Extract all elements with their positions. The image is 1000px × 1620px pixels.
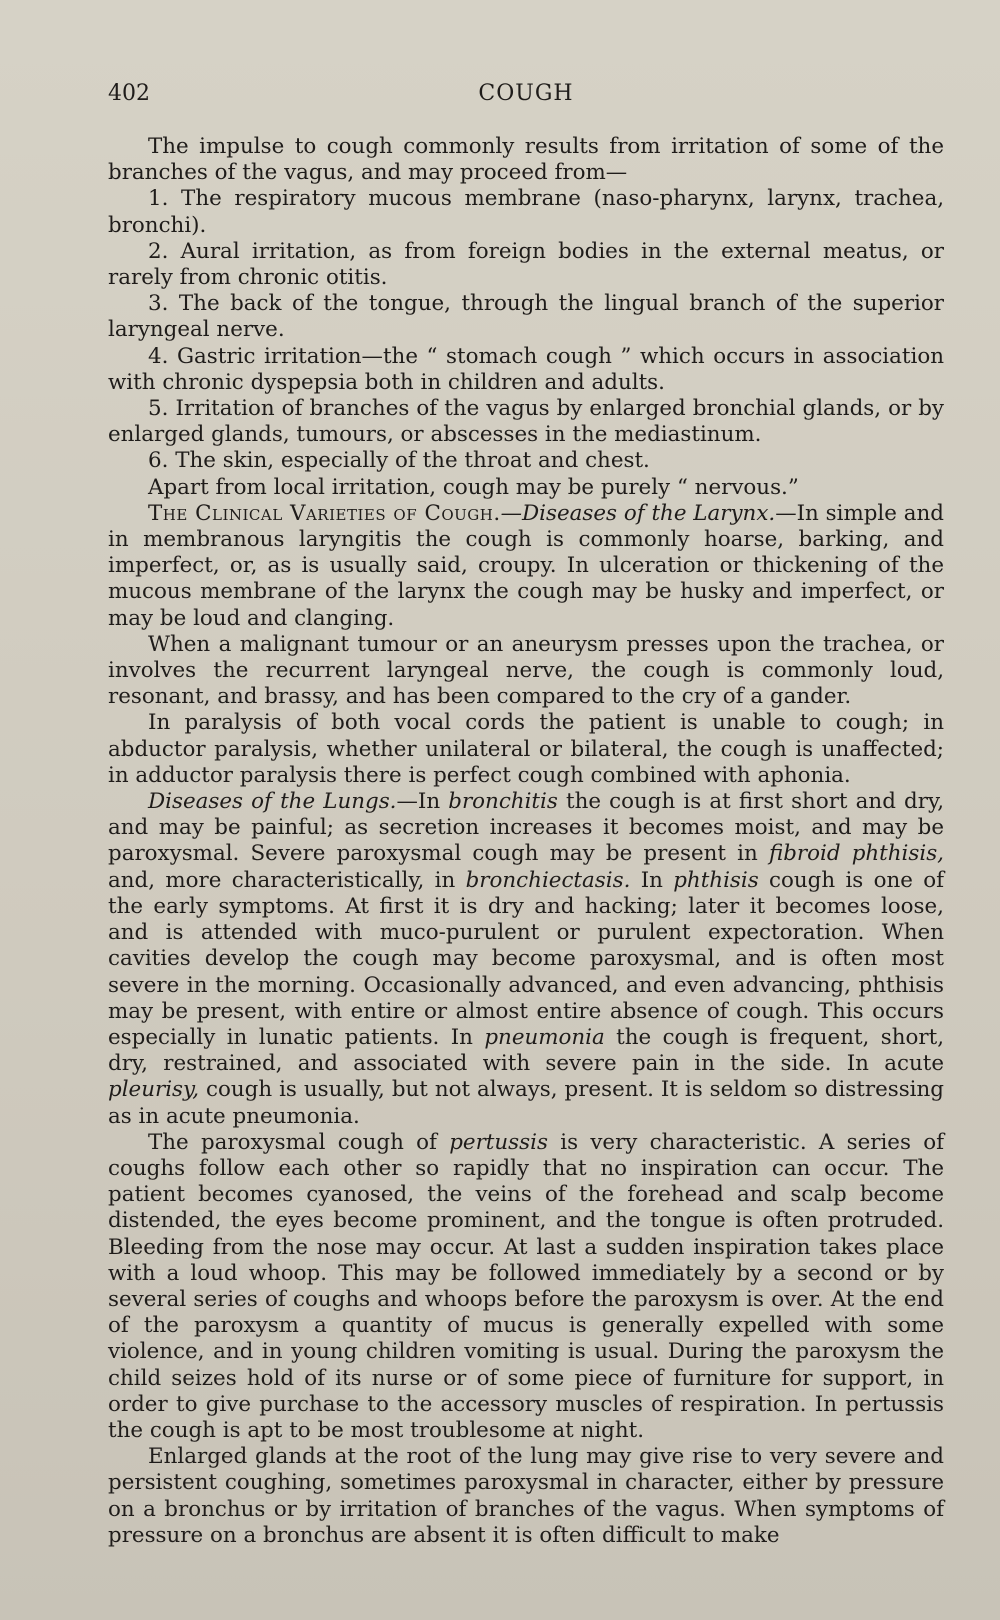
subsection-heading: —Diseases of the Larynx. xyxy=(500,500,776,526)
italic-term: Diseases of the Lungs. xyxy=(148,789,397,815)
paragraph xyxy=(108,1130,944,1444)
list-item: 1. The respiratory mucous membrane (naso-pharynx, larynx, trachea, bronchi). xyxy=(108,186,944,238)
page-header xyxy=(108,78,944,110)
paragraph-text: and, more characteristically, in xyxy=(108,867,466,893)
list-item: 4. Gastric irritation—the “ stomach cough ” which occurs in association with chronic dyspepsia both in children and adults. xyxy=(108,343,944,395)
list-item: 2. Aural irritation, as from foreign bodies in the external meatus, or rarely from chronic otitis. xyxy=(108,238,944,291)
section-paragraph xyxy=(108,501,944,632)
paragraph-text: The paroxysmal cough of xyxy=(148,1129,450,1155)
paragraph-text: —In xyxy=(396,789,449,815)
italic-term: pleurisy, xyxy=(108,1077,200,1103)
paragraph-text: In xyxy=(630,867,674,893)
list-item: 5. Irritation of branches of the vagus by enlarged bronchial glands, or by enlarged glands, tumours, or abscesses in the mediastinum. xyxy=(108,396,944,448)
italic-term: pertussis xyxy=(449,1129,548,1155)
italic-term: fibroid phthisis, xyxy=(768,841,944,867)
italic-term: bronchiectasis. xyxy=(465,867,631,893)
paragraph: The impulse to cough commonly results from irritation of some of the branches of the vagus, and may proceed from— xyxy=(108,134,944,186)
page-number: 402 xyxy=(108,81,150,106)
italic-term: phthisis xyxy=(673,867,759,893)
body-text xyxy=(108,134,944,1549)
paragraph-text: the cough is frequent, short, dry, restrained, and associated with severe pain in the side. In acute xyxy=(108,1024,944,1077)
paragraph-text: —In simple and in membranous laryngitis the cough is commonly hoarse, barking, and imperfect, or, as is usually said, croupy. In ulceration or thickening of the mucous membrane of the larynx the cough may be husky and imperfect, or may be loud and clanging. xyxy=(108,500,944,631)
list-item: 3. The back of the tongue, through the lingual branch of the superior laryngeal nerve. xyxy=(108,291,944,343)
paragraph xyxy=(108,789,944,1130)
paragraph-text: cough is usually, but not always, present. It is seldom so distressing as in acute pneumonia. xyxy=(108,1077,944,1129)
paragraph: When a malignant tumour or an aneurysm presses upon the trachea, or involves the recurrent laryngeal nerve, the cough is commonly loud, resonant, and brassy, and has been compared to the cry of a gander. xyxy=(108,631,944,710)
italic-term: pneumonia xyxy=(484,1024,605,1050)
list-item: 6. The skin, especially of the throat and chest. xyxy=(148,448,650,474)
paragraph-text: cough is one of the early symptoms. At first it is dry and hacking; later it becomes loose, and is attended with muco-purulent or purulent expectoration. When cavities develop the cough may become paroxysmal, and is often most severe in the morning. Occasionally advanced, and even advancing, phthisis may be present, with entire or almost entire absence of cough. This occurs especially in lunatic patients. In xyxy=(108,867,945,1050)
section-heading: The Clinical Varieties of Cough. xyxy=(148,500,501,526)
italic-term: bronchitis xyxy=(448,789,558,815)
paragraph-text: is very characteristic. A series of coughs follow each other so rapidly that no inspiration can occur. The patient becomes cyanosed, the veins of the forehead and scalp become distended, the eyes become prominent, and the tongue is often protruded. Bleeding from the nose may occur. At last a sudden inspiration takes place with a loud whoop. This may be followed immediately by a second or by several series of coughs and whoops before the paroxysm is over. At the end of the paroxysm a quantity of mucus is generally expelled with some violence, and in young children vomiting is usual. During the paroxysm the child seizes hold of its nurse or of some piece of furniture for support, in order to give purchase to the accessory muscles of respiration. In pertussis the cough is apt to be most troublesome at night. xyxy=(108,1129,945,1443)
running-head: COUGH xyxy=(478,81,574,106)
paragraph: In paralysis of both vocal cords the patient is unable to cough; in abductor paralysis, whether unilateral or bilateral, the cough is unaffected; in adductor paralysis there is perfect cough combined with aphonia. xyxy=(108,710,944,788)
paragraph-text: the cough is at first short and dry, and may be painful; as secretion increases it becomes moist, and may be paroxysmal. Severe paroxysmal cough may be present in xyxy=(108,789,944,867)
paragraph: Enlarged glands at the root of the lung may give rise to very severe and persistent coughing, sometimes paroxysmal in character, either by pressure on a bronchus or by irritation of branches of the vagus. When symptoms of pressure on a bronchus are absent it is often difficult to make xyxy=(108,1444,944,1548)
paragraph: Apart from local irritation, cough may be purely “ nervous.” xyxy=(148,474,799,500)
